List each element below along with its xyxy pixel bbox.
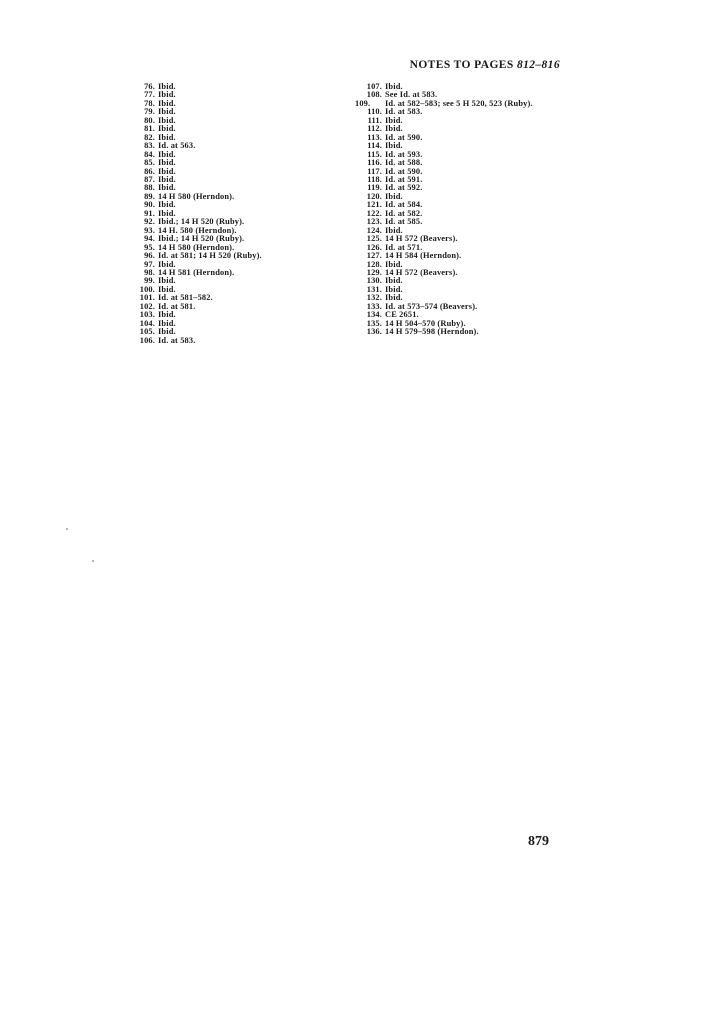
endnote-item [128, 134, 318, 142]
endnote-number: 78. [144, 98, 155, 108]
endnote-item [128, 337, 318, 345]
endnote-item [128, 294, 318, 302]
endnote-item [128, 311, 318, 319]
endnote-text: Ibid. [385, 115, 403, 125]
endnote-text: Id. at 582–583; see 5 H 520, 523 (Ruby). [385, 98, 533, 108]
endnote-number: 125. [366, 234, 382, 244]
endnote-text: Ibid. [158, 310, 176, 320]
endnote-item [128, 193, 318, 201]
endnote-text: Id. at 591. [385, 174, 423, 184]
endnote-number: 77. [144, 90, 155, 100]
endnote-item [128, 91, 318, 99]
endnote-text: Id. at 593. [385, 149, 423, 159]
endnote-number: 121. [366, 200, 382, 210]
endnote-text: Id. at 590. [385, 166, 423, 176]
endnote-number: 124. [366, 225, 382, 235]
endnote-number: 136. [366, 327, 382, 337]
endnote-number: 118. [367, 174, 382, 184]
endnote-item [128, 125, 318, 133]
endnote-item [128, 328, 318, 336]
endnote-number: 89. [144, 191, 155, 201]
endnote-number: 134. [366, 310, 382, 320]
endnote-text: Ibid. [385, 124, 403, 134]
endnote-number: 95. [144, 242, 155, 252]
endnote-item [355, 328, 570, 336]
page-number: 879 [528, 834, 549, 849]
endnote-number: 93. [144, 225, 155, 235]
endnote-item [128, 201, 318, 209]
endnote-number: 127. [366, 251, 382, 261]
endnote-text: Ibid. [385, 259, 403, 269]
endnote-text: Ibid. [158, 115, 176, 125]
endnote-number: 79. [144, 107, 155, 117]
endnote-text: Ibid.; 14 H 520 (Ruby). [158, 234, 245, 244]
endnote-number: 99. [144, 276, 155, 286]
endnote-text: 14 H 580 (Herndon). [158, 191, 235, 201]
endnote-number: 133. [366, 301, 382, 311]
endnote-text: Id. at 571. [385, 242, 423, 252]
endnote-number: 108. [366, 90, 382, 100]
endnote-number: 120. [366, 191, 382, 201]
endnote-text: Id. at 583. [158, 335, 196, 345]
endnote-number: 104. [139, 318, 155, 328]
endnote-text: Ibid. [385, 225, 403, 235]
endnote-text: 14 H 504–570 (Ruby). [385, 318, 466, 328]
endnote-number: 82. [144, 132, 155, 142]
endnote-number: 92. [144, 217, 155, 227]
endnote-item [128, 252, 318, 260]
endnote-text: Id. at 588. [385, 158, 423, 168]
endnote-number: 98. [144, 267, 155, 277]
endnote-number: 112. [367, 124, 382, 134]
endnote-number: 114. [367, 141, 382, 151]
endnote-number: 110. [367, 107, 382, 117]
endnote-text: Ibid. [158, 208, 176, 218]
endnote-item [128, 168, 318, 176]
endnote-number: 129. [366, 267, 382, 277]
endnote-text: Ibid. [385, 191, 403, 201]
endnote-text: See Id. at 583. [385, 90, 438, 100]
endnote-number: 130. [366, 276, 382, 286]
endnote-number: 109. [355, 98, 371, 108]
running-head-prefix: NOTES TO PAGES [409, 59, 514, 71]
endnote-text: Id. at 585. [385, 217, 423, 227]
endnote-text: Ibid. [158, 183, 176, 193]
endnote-number: 101. [139, 293, 155, 303]
endnote-text: Ibid. [158, 166, 176, 176]
endnote-number: 126. [366, 242, 382, 252]
endnote-item [128, 303, 318, 311]
endnote-number: 84. [144, 149, 155, 159]
endnote-text: Ibid. [158, 318, 176, 328]
endnote-text: 14 H 580 (Herndon). [158, 242, 235, 252]
endnote-number: 105. [139, 327, 155, 337]
endnote-number: 91. [144, 208, 155, 218]
endnote-text: Ibid. [158, 174, 176, 184]
endnote-text: Ibid. [158, 158, 176, 168]
running-head [410, 59, 560, 71]
endnote-text: Ibid. [385, 284, 403, 294]
endnote-item [128, 320, 318, 328]
endnote-number: 116. [367, 158, 382, 168]
endnote-item [128, 176, 318, 184]
endnote-text: Ibid. [158, 132, 176, 142]
endnote-number: 132. [366, 293, 382, 303]
endnote-item [128, 83, 318, 91]
endnote-number: 85. [144, 158, 155, 168]
scan-speck [66, 528, 68, 530]
endnote-item [128, 108, 318, 116]
endnote-text: Id. at 583. [385, 107, 423, 117]
endnote-text: 14 H 581 (Herndon). [158, 267, 235, 277]
endnote-number: 123. [366, 217, 382, 227]
endnote-text: Ibid. [158, 82, 176, 91]
endnote-number: 122. [366, 208, 382, 218]
endnote-number: 88. [144, 183, 155, 193]
endnote-item [128, 142, 318, 150]
endnote-number: 119. [367, 183, 382, 193]
endnote-text: Ibid. [158, 200, 176, 210]
endnote-item [128, 269, 318, 277]
endnote-number: 100. [139, 284, 155, 294]
endnote-item [128, 159, 318, 167]
endnote-number: 76. [144, 82, 155, 91]
endnote-number: 97. [144, 259, 155, 269]
endnote-text: Ibid. [158, 98, 176, 108]
endnote-item [128, 151, 318, 159]
endnote-number: 128. [366, 259, 382, 269]
endnote-text: Id. at 573–574 (Beavers). [385, 301, 478, 311]
endnote-number: 81. [144, 124, 155, 134]
endnote-text: Id. at 563. [158, 141, 196, 151]
endnote-text: Ibid. [158, 107, 176, 117]
endnote-text: 14 H. 580 (Herndon). [158, 225, 237, 235]
endnote-text: Ibid. [385, 276, 403, 286]
endnote-text: Id. at 590. [385, 132, 423, 142]
endnote-text: 14 H 579–598 (Herndon). [385, 327, 479, 337]
endnote-item [128, 100, 318, 108]
endnote-number: 131. [366, 284, 382, 294]
endnote-text: Ibid. [385, 82, 403, 91]
endnote-number: 103. [139, 310, 155, 320]
endnote-number: 135. [366, 318, 382, 328]
endnote-item [128, 117, 318, 125]
endnote-number: 113. [367, 132, 382, 142]
endnote-text: Ibid. [158, 259, 176, 269]
endnote-text: Ibid. [158, 90, 176, 100]
endnote-text: CE 2651. [385, 310, 419, 320]
endnote-text: Id. at 581. [158, 301, 196, 311]
scan-speck [92, 560, 94, 562]
endnote-text: Ibid. [158, 276, 176, 286]
endnote-text: Id. at 584. [385, 200, 423, 210]
endnote-text: Id. at 581; 14 H 520 (Ruby). [158, 251, 262, 261]
endnote-number: 106. [139, 335, 155, 345]
endnote-number: 94. [144, 234, 155, 244]
notes-column-left [128, 83, 318, 345]
endnote-text: 14 H 572 (Beavers). [385, 267, 458, 277]
endnote-number: 96. [144, 251, 155, 261]
endnote-text: 14 H 584 (Herndon). [385, 251, 462, 261]
endnote-number: 86. [144, 166, 155, 176]
endnote-number: 107. [366, 82, 382, 91]
endnote-number: 80. [144, 115, 155, 125]
endnote-item [128, 277, 318, 285]
endnote-text: Id. at 582. [385, 208, 423, 218]
endnote-number: 102. [139, 301, 155, 311]
running-head-pages: 812–816 [516, 59, 560, 71]
endnote-number: 111. [367, 115, 382, 125]
endnote-text: Ibid. [158, 327, 176, 337]
endnote-text: Ibid. [158, 149, 176, 159]
endnote-text: Ibid. [158, 124, 176, 134]
endnote-text: Ibid. [385, 141, 403, 151]
endnote-text: Id. at 592. [385, 183, 423, 193]
endnote-text: Ibid. [158, 284, 176, 294]
endnote-text: 14 H 572 (Beavers). [385, 234, 458, 244]
endnote-number: 87. [144, 174, 155, 184]
endnote-text: Ibid. [385, 293, 403, 303]
endnote-number: 117. [367, 166, 382, 176]
endnote-item [128, 286, 318, 294]
endnote-number: 115. [367, 149, 382, 159]
notes-column-right [355, 83, 570, 337]
endnote-text: Ibid.; 14 H 520 (Ruby). [158, 217, 245, 227]
endnote-number: 83. [144, 141, 155, 151]
endnote-number: 90. [144, 200, 155, 210]
endnote-text: Id. at 581–582. [158, 293, 213, 303]
